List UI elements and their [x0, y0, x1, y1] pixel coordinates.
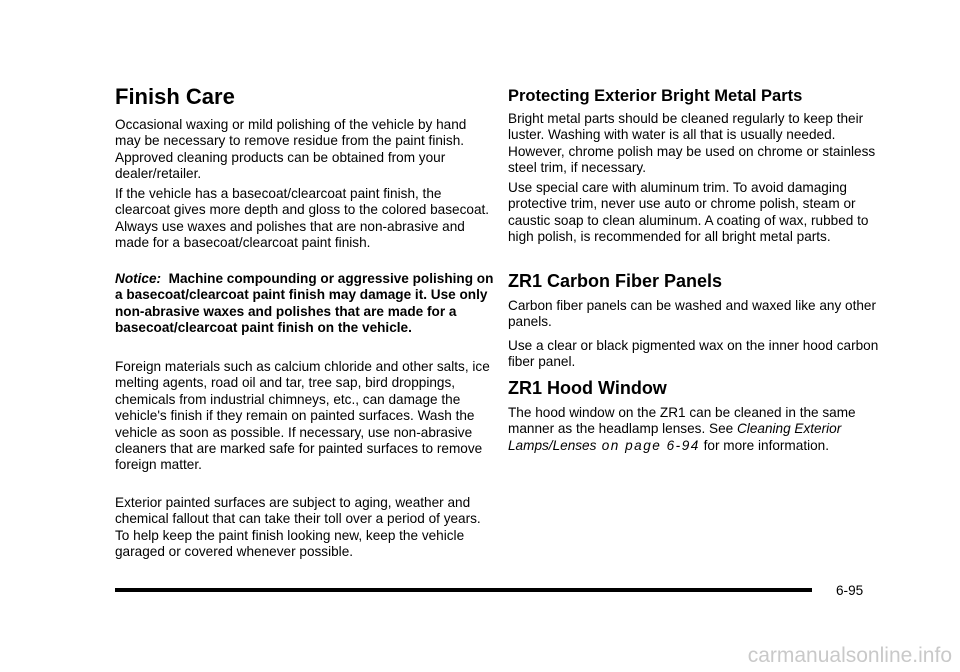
carbon-fiber-heading: ZR1 Carbon Fiber Panels: [508, 271, 723, 291]
page-number: 6-95: [836, 583, 864, 598]
notice-label: Notice:: [115, 271, 162, 286]
hood-window-text-end: for more information.: [699, 437, 830, 453]
finish-care-paragraph-3: Foreign materials such as calcium chloride and other salts, ice melting agents, road oil and tar, tree sap, bird droppings, chemicals from industrial chimneys, etc., can damage the vehicle's finish if they remain on painted surfaces. Wash the vehicle as soon as possible. If necessary, use non-abrasive cleaners that are marked safe for painted surfaces to remove foreign matter.: [115, 359, 490, 473]
cross-reference-page[interactable]: on page 6-94: [596, 437, 700, 453]
carbon-fiber-paragraph-2: Use a clear or black pigmented wax on the inner hood carbon fiber panel.: [508, 338, 879, 370]
watermark: carmanualsonline.info: [747, 644, 952, 667]
finish-care-paragraph-1: Occasional waxing or mild polishing of the vehicle by hand may be necessary to remove residue from the paint finish. Approved cleaning products can be obtained from your dealer/retailer.: [115, 117, 467, 182]
notice-paragraph: [115, 271, 495, 337]
hood-window-text: The hood window on the ZR1 can be cleaned in the same manner as the headlamp lenses. See: [508, 405, 856, 437]
bright-metal-paragraph-1: Bright metal parts should be cleaned regularly to keep their luster. Washing with water is all that is usually needed. However, chrome polish may be used on chrome or stainless steel trim, if necessary.: [508, 111, 876, 176]
page-title: Finish Care: [115, 84, 235, 109]
bright-metal-heading: Protecting Exterior Bright Metal Parts: [508, 87, 803, 105]
hood-window-heading: ZR1 Hood Window: [508, 378, 667, 398]
notice-text: Machine compounding or aggressive polishing on a basecoat/clearcoat paint finish may damage it. Use only non-abrasive waxes and polishes that are made for a basecoat/clearcoat paint finish on the vehicle.: [115, 271, 494, 336]
hood-window-paragraph: [508, 405, 888, 454]
finish-care-paragraph-2: If the vehicle has a basecoat/clearcoat paint finish, the clearcoat gives more depth and gloss to the colored basecoat. Always use waxes and polishes that are non-abrasive and made for a basecoat/clearcoat paint finish.: [115, 186, 490, 251]
carbon-fiber-paragraph-1: Carbon fiber panels can be washed and waxed like any other panels.: [508, 298, 877, 330]
footer-rule: [115, 588, 812, 592]
bright-metal-paragraph-2: Use special care with aluminum trim. To avoid damaging protective trim, never use auto or chrome polish, steam or caustic soap to clean aluminum. A coating of wax, rubbed to high polish, is recommended for all bright metal parts.: [508, 180, 869, 245]
cleaning-lamps-link[interactable]: Cleaning Exterior Lamps/Lenses: [508, 421, 842, 453]
finish-care-paragraph-4: Exterior painted surfaces are subject to aging, weather and chemical fallout that can take their toll over a period of years. To help keep the paint finish looking new, keep the vehicle garaged or covered whenever possible.: [115, 495, 481, 560]
